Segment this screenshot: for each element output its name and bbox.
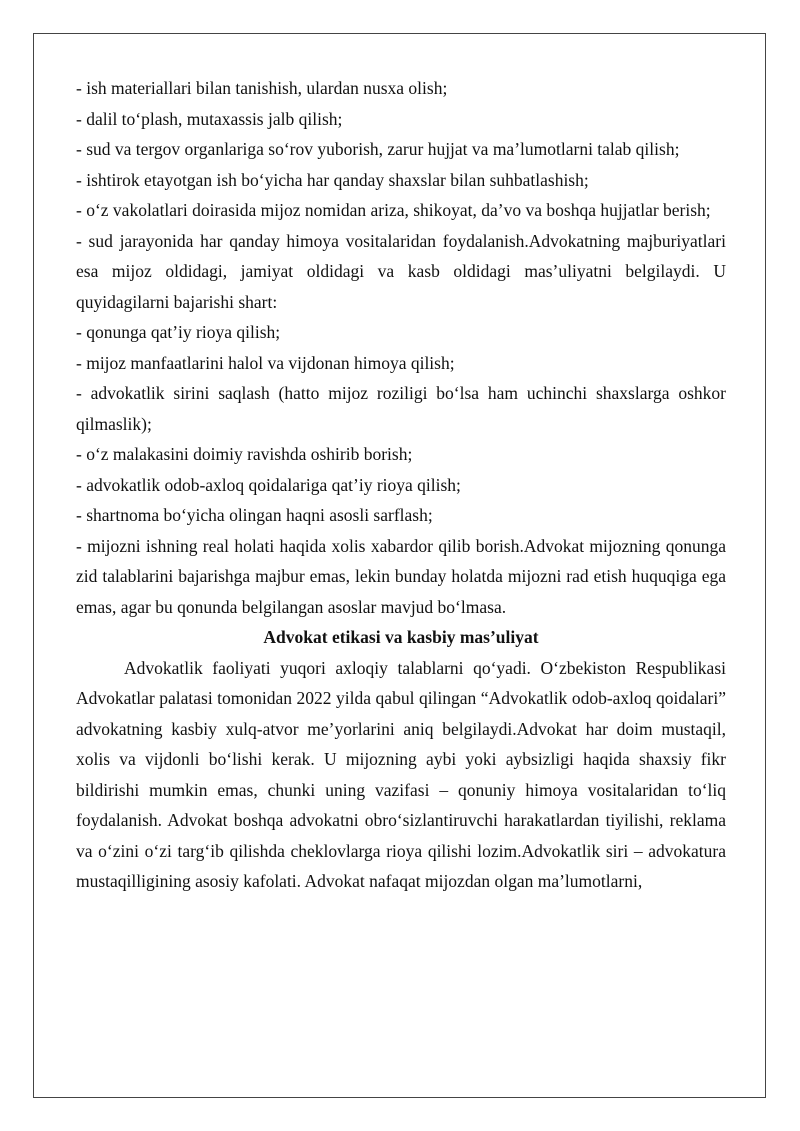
- list-item: - advokatlik odob-axloq qoidalariga qat’iy rioya qilish;: [76, 474, 461, 495]
- list-item: - advokatlik sirini saqlash (hatto mijoz roziligi bo‘lsa ham uchinchi shaxslarga oshkor qilmaslik);: [76, 383, 726, 434]
- list-item: - o‘z vakolatlari doirasida mijoz nomidan ariza, shikoyat, da’vo va boshqa hujjatlar berish;: [76, 200, 711, 220]
- section-heading: Advokat etikasi va kasbiy mas’uliyat: [263, 627, 539, 647]
- list-item: - sud va tergov organlariga so‘rov yuborish, zarur hujjat va ma’lumotlarni talab qilish;: [76, 139, 680, 159]
- list-item: - shartnoma bo‘yicha olingan haqni asosli sarflash;: [76, 505, 433, 525]
- section-paragraph: Advokatlik faoliyati yuqori axloqiy talablarni qo‘yadi. O‘zbekiston Respublikasi Advokatlar palatasi tomonidan 2022 yilda qabul qilingan “Advokatlik odob-axloq qoidalari” advokatning kasbiy xulq-atvor me’yorlarini aniq belgilaydi.Advokat har doim mustaqil, xolis va vijdonli bo‘lishi kerak. U mijozning aybi yoki aybsizligi haqida shaxsiy fikr bildirishi mumkin emas, chunki uning vazifasi – qonuniy himoya vositalaridan to‘liq foydalanish. Advokat boshqa advokatni obro‘sizlantiruvchi harakatlardan tiyilishi, reklama va o‘zini o‘zi targ‘ib qilishda cheklovlarga rioya qilishi lozim.Advokatlik siri – advokatura mustaqilligining asosiy kafolati. Advokat nafaqat mijozdan olgan ma’lumotlarni,: [76, 657, 726, 891]
- list-item: - sud jarayonida har qanday himoya vositalaridan foydalanish.Advokatning majburiyatlari esa mijoz oldidagi, jamiyat oldidagi va kasb oldidagi mas’uliyatni belgilaydi. U quyidagilarni bajarishi shart:: [76, 230, 726, 312]
- list-item: - mijozni ishning real holati haqida xolis xabardor qilib borish.Advokat mijozning qonunga zid talablarini bajarishga majbur emas, lekin bunday holatda mijozni rad etish huquqiga ega emas, agar bu qonunda belgilangan asoslar mavjud bo‘lmasa.: [76, 535, 726, 617]
- list-item: - ish materiallari bilan tanishish, ulardan nusxa olish;: [76, 78, 448, 98]
- list-item: - ishtirok etayotgan ish bo‘yicha har qanday shaxslar bilan suhbatlashish;: [76, 169, 589, 190]
- list-item: - dalil to‘plash, mutaxassis jalb qilish;: [76, 108, 343, 129]
- list-item: - qonunga qat’iy rioya qilish;: [76, 322, 281, 342]
- list-item: - mijoz manfaatlarini halol va vijdonan himoya qilish;: [76, 352, 455, 373]
- document-body: [76, 73, 726, 897]
- list-item: - o‘z malakasini doimiy ravishda oshirib borish;: [76, 444, 413, 464]
